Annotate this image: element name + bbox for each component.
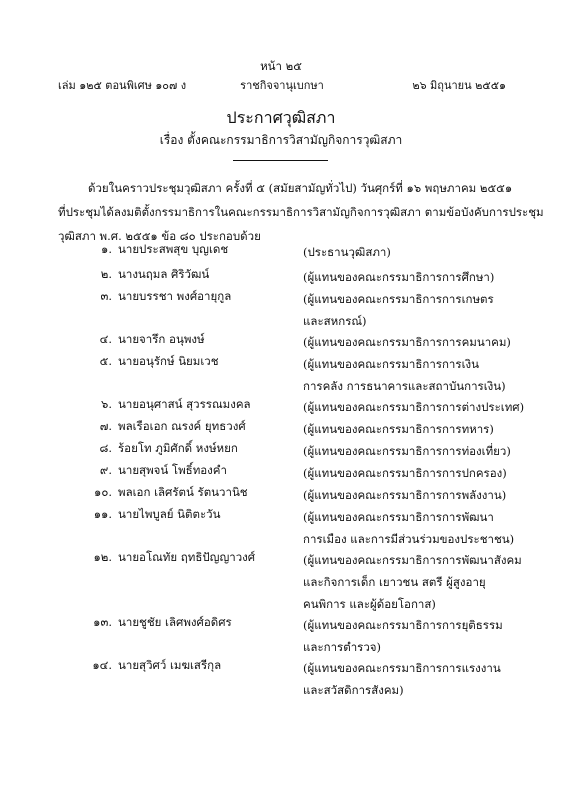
intro-line: ด้วยในคราวประชุมวุฒิสภา ครั้งที่ ๕ (สมัยสามัญทั่วไป) วันศุกร์ที่ ๑๖ พฤษภาคม ๒๕๕๑ — [88, 181, 513, 195]
member-role-line: (ผู้แทนของคณะกรรมาธิการการเงิน — [303, 357, 479, 371]
member-role-line: (ผู้แทนของคณะกรรมาธิการการพัฒนาสังคม — [303, 553, 522, 567]
member-role — [303, 462, 507, 484]
member-name: นายสุวิศว์ เมฆเสรีกุล — [118, 658, 222, 672]
member-name: นายอนุรักษ์ นิยมเวช — [118, 354, 219, 368]
member-name: ร้อยโท ภูมิศักดิ์ หงษ์หยก — [118, 441, 238, 455]
member-name: นายไพบูลย์ นิติตะวัน — [118, 507, 221, 521]
member-name: พลเอก เลิศรัตน์ รัตนวานิช — [118, 485, 248, 499]
intro-line: ที่ประชุมได้ลงมติตั้งกรรมาธิการในคณะกรรมาธิการวิสามัญกิจการวุฒิสภา ตามข้อบังคับการประชุม — [58, 205, 544, 219]
member-role-line: (ผู้แทนของคณะกรรมาธิการการศึกษา) — [303, 270, 495, 284]
member-name: นายสุพจน์ โพธิ์ทองคำ — [118, 463, 227, 477]
member-role — [303, 353, 506, 397]
member-name: นายจารึก อนุพงษ์ — [118, 332, 205, 346]
gazette-name: ราชกิจจานุเบกษา — [240, 79, 324, 92]
member-role-line: (ผู้แทนของคณะกรรมาธิการการเกษตร — [303, 292, 494, 306]
member-role — [303, 614, 503, 658]
member-number: ๒. — [100, 267, 112, 281]
page-number: หน้า ๒๕ — [260, 59, 302, 73]
gazette-header — [58, 76, 506, 92]
member-name: นายประสพสุข บุญเดช — [118, 242, 229, 256]
member-role — [303, 288, 494, 332]
member-number: ๘. — [99, 441, 112, 455]
member-role-line: (ผู้แทนของคณะกรรมาธิการการต่างประเทศ) — [303, 400, 525, 414]
member-number: ๑๐. — [94, 485, 112, 499]
announcement-title: ประกาศวุฒิสภา — [226, 108, 336, 127]
member-name: นายบรรชา พงศ์อายุกูล — [118, 289, 232, 303]
member-role-line: (ประธานวุฒิสภา) — [303, 245, 391, 259]
member-role-line: (ผู้แทนของคณะกรรมาธิการการพลังงาน) — [303, 488, 507, 502]
intro-paragraph — [58, 176, 544, 248]
member-role — [303, 549, 522, 615]
member-number: ๕. — [99, 354, 112, 368]
member-role-line: (ผู้แทนของคณะกรรมาธิการการทหาร) — [303, 422, 494, 436]
member-number: ๑. — [101, 242, 112, 256]
member-number: ๓. — [100, 289, 112, 303]
member-number: ๑๔. — [92, 658, 112, 672]
member-role-line: และสวัสดิการสังคม) — [303, 683, 404, 697]
announcement-subject: เรื่อง ตั้งคณะกรรมาธิการวิสามัญกิจการวุฒิสภา — [159, 133, 403, 147]
member-role — [303, 396, 524, 418]
member-name: นายชูชัย เลิศพงศ์อดิศร — [118, 615, 232, 629]
member-name: นางนฤมล ศิริวัฒน์ — [118, 267, 210, 281]
member-name: นายอโณทัย ฤทธิปัญญาวงศ์ — [118, 550, 256, 564]
member-role — [303, 331, 511, 353]
member-role — [303, 440, 511, 462]
member-number: ๖. — [101, 397, 112, 411]
title-divider — [233, 160, 328, 161]
volume-info: เล่ม ๑๒๕ ตอนพิเศษ ๑๐๗ ง — [58, 79, 187, 92]
member-role-line: (ผู้แทนของคณะกรรมาธิการการยุติธรรม — [303, 618, 503, 632]
member-role-line: (ผู้แทนของคณะกรรมาธิการการแรงงาน — [303, 661, 501, 675]
member-role — [303, 241, 391, 263]
member-role-line: การเมือง และการมีส่วนร่วมของประชาชน) — [303, 532, 515, 546]
member-number: ๑๒. — [93, 550, 112, 564]
member-role-line: (ผู้แทนของคณะกรรมาธิการการท่องเที่ยว) — [303, 444, 511, 458]
member-role-line: และการตำรวจ) — [303, 640, 382, 654]
member-role — [303, 418, 494, 440]
member-role — [303, 506, 514, 550]
member-number: ๑๑. — [93, 507, 112, 521]
intro-line: วุฒิสภา พ.ศ. ๒๕๕๑ ข้อ ๘๐ ประกอบด้วย — [58, 229, 261, 243]
member-role-line: (ผู้แทนของคณะกรรมาธิการการปกครอง) — [303, 466, 507, 480]
publication-date: ๒๖ มิถุนายน ๒๕๕๑ — [412, 79, 506, 92]
member-number: ๙. — [99, 463, 112, 477]
member-role — [303, 266, 494, 288]
member-role-line: (ผู้แทนของคณะกรรมาธิการการคมนาคม) — [303, 335, 511, 349]
member-role-line: (ผู้แทนของคณะกรรมาธิการการพัฒนา — [303, 510, 494, 524]
member-number: ๔. — [99, 332, 112, 346]
member-number: ๗. — [99, 419, 112, 433]
member-name: นายอนุศาสน์ สุวรรณมงคล — [118, 397, 251, 411]
member-role-line: และกิจการเด็ก เยาวชน สตรี ผู้สูงอายุ — [303, 575, 486, 589]
member-role-line: การคลัง การธนาคารและสถาบันการเงิน) — [303, 379, 506, 393]
member-role — [303, 657, 501, 701]
member-name: พลเรือเอก ณรงค์ ยุทธวงศ์ — [118, 419, 246, 433]
member-role-line: และสหกรณ์) — [303, 314, 367, 328]
member-number: ๑๓. — [93, 615, 112, 629]
member-role — [303, 484, 506, 506]
member-role-line: คนพิการ และผู้ด้อยโอกาส) — [303, 597, 436, 611]
